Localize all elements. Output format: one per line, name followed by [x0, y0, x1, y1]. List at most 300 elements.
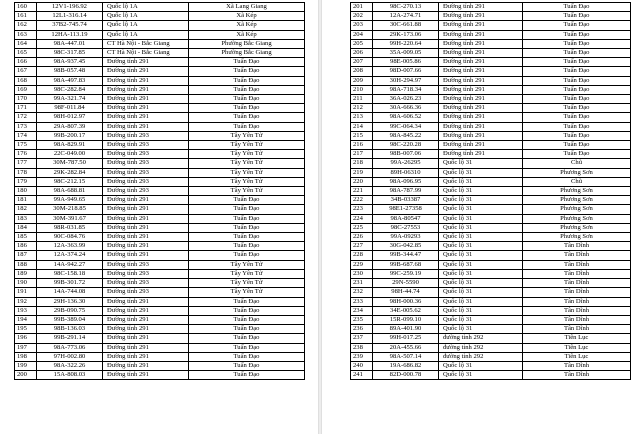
road-cell: Quốc lộ 1A: [103, 3, 189, 12]
table-row: [15, 76, 305, 85]
table-row: [351, 49, 631, 58]
row-number-cell: 189: [15, 269, 37, 278]
table-row: [15, 361, 305, 370]
row-number-cell: 188: [15, 260, 37, 269]
table-row: [351, 288, 631, 297]
table-row: [351, 306, 631, 315]
row-number-cell: 173: [15, 122, 37, 131]
row-number-cell: 234: [351, 306, 373, 315]
row-number-cell: 239: [351, 352, 373, 361]
plate-number-cell: 12L1-316.14: [37, 12, 103, 21]
road-cell: Quốc lộ 1A: [103, 12, 189, 21]
locality-cell: Tuấn Đạo: [523, 95, 631, 104]
table-row: [15, 214, 305, 223]
table-row: [15, 251, 305, 260]
road-cell: Đường tỉnh 291: [439, 85, 523, 94]
plate-number-cell: 98F-011.84: [37, 104, 103, 113]
plate-number-cell: 14A-942.27: [37, 260, 103, 269]
table-row: [15, 269, 305, 278]
plate-number-cell: 12HA-113.19: [37, 30, 103, 39]
table-row: [351, 39, 631, 48]
locality-cell: Phương Sơn: [523, 187, 631, 196]
plate-number-cell: 99B-389.04: [37, 315, 103, 324]
plate-number-cell: 99B-687.68: [373, 260, 439, 269]
row-number-cell: 172: [15, 113, 37, 122]
road-cell: Quốc lộ 1A: [103, 30, 189, 39]
road-cell: đường tỉnh 292: [439, 334, 523, 343]
table-row: [351, 260, 631, 269]
plate-number-cell: 15R-099.10: [373, 315, 439, 324]
table-row: [15, 315, 305, 324]
road-cell: Đường tỉnh 291: [103, 196, 189, 205]
locality-cell: Phương Sơn: [523, 168, 631, 177]
locality-cell: Tuấn Đạo: [523, 49, 631, 58]
locality-cell: Tiên Lục: [523, 334, 631, 343]
row-number-cell: 208: [351, 67, 373, 76]
table-row: [15, 196, 305, 205]
plate-number-cell: 30G-042.85: [373, 242, 439, 251]
row-number-cell: 166: [15, 58, 37, 67]
table-row: [15, 131, 305, 140]
locality-cell: Tây Yên Tử: [189, 150, 305, 159]
row-number-cell: 165: [15, 49, 37, 58]
road-cell: Quốc lộ 31: [439, 306, 523, 315]
road-cell: Đường tỉnh 291: [103, 352, 189, 361]
road-cell: Quốc lộ 31: [439, 315, 523, 324]
table-row: [351, 315, 631, 324]
road-cell: CT Hà Nội - Bắc Giang: [103, 49, 189, 58]
table-row: [351, 297, 631, 306]
locality-cell: Tiên Lục: [523, 352, 631, 361]
plate-number-cell: 98A-787.99: [373, 187, 439, 196]
plate-number-cell: 98A-322.26: [37, 361, 103, 370]
row-number-cell: 235: [351, 315, 373, 324]
table-row: [15, 168, 305, 177]
locality-cell: Tây Yên Tử: [189, 288, 305, 297]
table-row: [351, 85, 631, 94]
plate-number-cell: 29H-136.30: [37, 297, 103, 306]
plate-number-cell: 98A-829.91: [37, 141, 103, 150]
locality-cell: Phường Bắc Giang: [189, 49, 305, 58]
road-cell: Quốc lộ 31: [439, 269, 523, 278]
locality-cell: Tây Yên Tử: [189, 269, 305, 278]
plate-number-cell: 99H-017.25: [373, 334, 439, 343]
road-cell: Quốc lộ 31: [439, 260, 523, 269]
row-number-cell: 192: [15, 297, 37, 306]
table-row: [351, 187, 631, 196]
road-cell: Đường tỉnh 291: [439, 113, 523, 122]
right-page: [322, 0, 640, 434]
row-number-cell: 178: [15, 168, 37, 177]
table-row: [351, 242, 631, 251]
row-number-cell: 187: [15, 251, 37, 260]
locality-cell: Tân Dĩnh: [523, 297, 631, 306]
plate-number-cell: 29K-173.06: [373, 30, 439, 39]
plate-number-cell: 14A-744.08: [37, 288, 103, 297]
road-cell: Đường tỉnh 293: [103, 187, 189, 196]
row-number-cell: 168: [15, 76, 37, 85]
row-number-cell: 200: [15, 371, 37, 380]
road-cell: Đường tỉnh 291: [439, 150, 523, 159]
plate-number-cell: 36A-026.23: [373, 95, 439, 104]
table-row: [351, 233, 631, 242]
plate-number-cell: 98H-000.36: [373, 297, 439, 306]
plate-number-cell: 19A-686.82: [373, 361, 439, 370]
table-row: [15, 141, 305, 150]
road-cell: Đường tỉnh 291: [103, 58, 189, 67]
road-cell: Đường tỉnh 291: [103, 214, 189, 223]
plate-number-cell: 99A-321.74: [37, 95, 103, 104]
road-cell: Quốc lộ 31: [439, 297, 523, 306]
table-row: [351, 159, 631, 168]
road-cell: Đường tỉnh 291: [103, 297, 189, 306]
plate-number-cell: 99B-200.17: [37, 131, 103, 140]
plate-number-cell: 98H-012.97: [37, 113, 103, 122]
left-page: [0, 0, 318, 434]
table-row: [15, 3, 305, 12]
locality-cell: Tuấn Đạo: [189, 242, 305, 251]
row-number-cell: 177: [15, 159, 37, 168]
locality-cell: Tân Dĩnh: [523, 260, 631, 269]
road-cell: Quốc lộ 31: [439, 214, 523, 223]
table-row: [351, 279, 631, 288]
plate-number-cell: 22C-049.00: [37, 150, 103, 159]
locality-cell: Tân Dĩnh: [523, 279, 631, 288]
road-cell: Quốc lộ 31: [439, 233, 523, 242]
row-number-cell: 185: [15, 233, 37, 242]
locality-cell: Tân Dĩnh: [523, 251, 631, 260]
locality-cell: Tuấn Đạo: [189, 122, 305, 131]
locality-cell: Phường Bắc Giang: [189, 39, 305, 48]
row-number-cell: 176: [15, 150, 37, 159]
row-number-cell: 212: [351, 104, 373, 113]
road-cell: Đường tỉnh 291: [439, 21, 523, 30]
locality-cell: Tuấn Đạo: [523, 85, 631, 94]
row-number-cell: 223: [351, 205, 373, 214]
plate-number-cell: 98C-282.84: [37, 85, 103, 94]
row-number-cell: 160: [15, 3, 37, 12]
table-row: [15, 260, 305, 269]
road-cell: Đường tỉnh 291: [439, 76, 523, 85]
locality-cell: Tây Yên Tử: [189, 141, 305, 150]
table-row: [351, 214, 631, 223]
table-row: [15, 297, 305, 306]
row-number-cell: 240: [351, 361, 373, 370]
road-cell: Quốc lộ 1A: [103, 21, 189, 30]
plate-number-cell: 30C-661.88: [373, 21, 439, 30]
locality-cell: Phương Sơn: [523, 223, 631, 232]
table-row: [351, 205, 631, 214]
plate-number-cell: 30H-294.97: [373, 76, 439, 85]
plate-number-cell: 99C-064.34: [373, 122, 439, 131]
locality-cell: Tuấn Đạo: [189, 76, 305, 85]
row-number-cell: 225: [351, 223, 373, 232]
table-row: [15, 85, 305, 94]
plate-number-cell: 99H-220.64: [373, 39, 439, 48]
locality-cell: Tây Yên Tử: [189, 177, 305, 186]
row-number-cell: 194: [15, 315, 37, 324]
locality-cell: Tuấn Đạo: [189, 223, 305, 232]
plate-number-cell: 98B-007.06: [373, 150, 439, 159]
locality-cell: Tuấn Đạo: [189, 104, 305, 113]
road-cell: Đường tỉnh 291: [439, 39, 523, 48]
plate-number-cell: 30M-218.85: [37, 205, 103, 214]
plate-number-cell: 98A-773.06: [37, 343, 103, 352]
row-number-cell: 204: [351, 30, 373, 39]
table-row: [351, 251, 631, 260]
locality-cell: Tây Yên Tử: [189, 131, 305, 140]
row-number-cell: 202: [351, 12, 373, 21]
table-row: [15, 104, 305, 113]
road-cell: Đường tỉnh 291: [439, 131, 523, 140]
plate-number-cell: 34B-03387: [373, 196, 439, 205]
road-cell: Đường tỉnh 291: [103, 76, 189, 85]
locality-cell: Tân Dĩnh: [523, 325, 631, 334]
row-number-cell: 227: [351, 242, 373, 251]
plate-number-cell: 98A-845.22: [373, 131, 439, 140]
locality-cell: Tuấn Đạo: [189, 214, 305, 223]
row-number-cell: 230: [351, 269, 373, 278]
row-number-cell: 232: [351, 288, 373, 297]
locality-cell: Tuấn Đạo: [523, 113, 631, 122]
locality-cell: Tuấn Đạo: [189, 315, 305, 324]
locality-cell: Tân Dĩnh: [523, 361, 631, 370]
locality-cell: Tân Dĩnh: [523, 306, 631, 315]
row-number-cell: 215: [351, 131, 373, 140]
road-cell: Quốc lộ 31: [439, 223, 523, 232]
plate-number-cell: 98E1-27358: [373, 205, 439, 214]
plate-number-cell: 99A-09293: [373, 233, 439, 242]
table-row: [351, 371, 631, 380]
road-cell: Đường tỉnh 291: [103, 122, 189, 131]
road-cell: Đường tỉnh 291: [103, 315, 189, 324]
locality-cell: Xã Lang Giang: [189, 3, 305, 12]
road-cell: Quốc lộ 31: [439, 251, 523, 260]
locality-cell: Tuấn Đạo: [189, 361, 305, 370]
road-cell: Quốc lộ 31: [439, 177, 523, 186]
row-number-cell: 221: [351, 187, 373, 196]
row-number-cell: 174: [15, 131, 37, 140]
row-number-cell: 169: [15, 85, 37, 94]
table-row: [351, 67, 631, 76]
row-number-cell: 216: [351, 141, 373, 150]
row-number-cell: 171: [15, 104, 37, 113]
plate-number-cell: 90C-084.76: [37, 233, 103, 242]
plate-number-cell: 98C-158.18: [37, 269, 103, 278]
road-cell: Đường tỉnh 291: [439, 3, 523, 12]
table-row: [15, 39, 305, 48]
plate-number-cell: 89A-401.90: [373, 325, 439, 334]
table-row: [351, 58, 631, 67]
row-number-cell: 186: [15, 242, 37, 251]
row-number-cell: 228: [351, 251, 373, 260]
road-cell: Đường tỉnh 293: [103, 131, 189, 140]
table-row: [351, 95, 631, 104]
plate-number-cell: 98A-497.83: [37, 76, 103, 85]
violation-table-left: [14, 2, 305, 380]
table-row: [351, 223, 631, 232]
road-cell: Đường tỉnh 293: [103, 150, 189, 159]
row-number-cell: 198: [15, 352, 37, 361]
road-cell: Đường tỉnh 291: [439, 122, 523, 131]
road-cell: Đường tỉnh 291: [103, 251, 189, 260]
locality-cell: Tuấn Đạo: [189, 95, 305, 104]
plate-number-cell: 98H-44.74: [373, 288, 439, 297]
road-cell: Đường tỉnh 291: [103, 371, 189, 380]
row-number-cell: 207: [351, 58, 373, 67]
row-number-cell: 210: [351, 85, 373, 94]
table-row: [351, 269, 631, 278]
table-row: [351, 12, 631, 21]
row-number-cell: 214: [351, 122, 373, 131]
road-cell: đường tỉnh 292: [439, 343, 523, 352]
row-number-cell: 193: [15, 306, 37, 315]
plate-number-cell: 20A-455.66: [373, 343, 439, 352]
plate-number-cell: 29A-807.39: [37, 122, 103, 131]
road-cell: đường tỉnh 292: [439, 352, 523, 361]
plate-number-cell: 98D-007.66: [373, 67, 439, 76]
table-row: [15, 113, 305, 122]
road-cell: Quốc lộ 31: [439, 187, 523, 196]
road-cell: Đường tỉnh 291: [103, 223, 189, 232]
plate-number-cell: 99C-259.19: [373, 269, 439, 278]
plate-number-cell: 98C-212.15: [37, 177, 103, 186]
locality-cell: Tuấn Đạo: [523, 67, 631, 76]
table-row: [15, 334, 305, 343]
road-cell: Quốc lộ 31: [439, 288, 523, 297]
table-row: [15, 371, 305, 380]
table-row: [351, 76, 631, 85]
row-number-cell: 236: [351, 325, 373, 334]
road-cell: Đường tỉnh 293: [103, 279, 189, 288]
locality-cell: Tuấn Đạo: [523, 122, 631, 131]
table-row: [15, 306, 305, 315]
road-cell: Đường tỉnh 291: [103, 205, 189, 214]
plate-number-cell: 97H-002.80: [37, 352, 103, 361]
plate-number-cell: 12V1-196.92: [37, 3, 103, 12]
locality-cell: Tuấn Đạo: [189, 334, 305, 343]
plate-number-cell: 98A-606.52: [373, 113, 439, 122]
row-number-cell: 175: [15, 141, 37, 150]
locality-cell: Tuấn Đạo: [189, 205, 305, 214]
plate-number-cell: 99B-344.47: [373, 251, 439, 260]
locality-cell: Tân Dĩnh: [523, 269, 631, 278]
violation-table-right: [350, 2, 631, 380]
row-number-cell: 164: [15, 39, 37, 48]
plate-number-cell: 98A-937.45: [37, 58, 103, 67]
road-cell: Quốc lộ 31: [439, 168, 523, 177]
table-row: [15, 223, 305, 232]
plate-number-cell: 35A-009.05: [373, 49, 439, 58]
table-row: [15, 279, 305, 288]
locality-cell: Tuấn Đạo: [523, 21, 631, 30]
row-number-cell: 184: [15, 223, 37, 232]
road-cell: Đường tỉnh 291: [103, 325, 189, 334]
row-number-cell: 229: [351, 260, 373, 269]
row-number-cell: 206: [351, 49, 373, 58]
road-cell: Đường tỉnh 291: [103, 343, 189, 352]
locality-cell: Tuấn Đạo: [523, 30, 631, 39]
table-row: [351, 150, 631, 159]
road-cell: Quốc lộ 31: [439, 361, 523, 370]
row-number-cell: 170: [15, 95, 37, 104]
road-cell: Đường tỉnh 291: [439, 95, 523, 104]
road-cell: CT Hà Nội - Bắc Giang: [103, 39, 189, 48]
locality-cell: Tuấn Đạo: [189, 251, 305, 260]
locality-cell: Tuấn Đạo: [189, 325, 305, 334]
row-number-cell: 205: [351, 39, 373, 48]
plate-number-cell: 12A-274.71: [373, 12, 439, 21]
table-row: [351, 122, 631, 131]
plate-number-cell: 30M-787.50: [37, 159, 103, 168]
plate-number-cell: 98C-27553: [373, 223, 439, 232]
table-row: [351, 113, 631, 122]
table-row: [15, 150, 305, 159]
row-number-cell: 161: [15, 12, 37, 21]
locality-cell: Tuấn Đạo: [189, 67, 305, 76]
locality-cell: Phương Sơn: [523, 196, 631, 205]
road-cell: Đường tỉnh 291: [103, 113, 189, 122]
road-cell: Đường tỉnh 291: [439, 49, 523, 58]
row-number-cell: 218: [351, 159, 373, 168]
plate-number-cell: 98A-718.34: [373, 85, 439, 94]
table-row: [15, 187, 305, 196]
road-cell: Đường tỉnh 293: [103, 288, 189, 297]
table-row: [351, 361, 631, 370]
locality-cell: Tuấn Đạo: [523, 76, 631, 85]
table-row: [351, 131, 631, 140]
locality-cell: Tuấn Đạo: [523, 12, 631, 21]
plate-number-cell: 34E-005.62: [373, 306, 439, 315]
plate-number-cell: 98C-220.28: [373, 141, 439, 150]
road-cell: Đường tỉnh 291: [439, 30, 523, 39]
row-number-cell: 197: [15, 343, 37, 352]
locality-cell: Tuấn Đạo: [523, 58, 631, 67]
road-cell: Đường tỉnh 293: [103, 168, 189, 177]
locality-cell: Tuấn Đạo: [523, 39, 631, 48]
plate-number-cell: 12A-363.99: [37, 242, 103, 251]
road-cell: Đường tỉnh 291: [103, 67, 189, 76]
plate-number-cell: 98A-447.01: [37, 39, 103, 48]
locality-cell: Tuấn Đạo: [523, 104, 631, 113]
table-row: [351, 104, 631, 113]
plate-number-cell: 29K-282.84: [37, 168, 103, 177]
locality-cell: Tây Yên Tử: [189, 279, 305, 288]
plate-number-cell: 29B-090.75: [37, 306, 103, 315]
row-number-cell: 182: [15, 205, 37, 214]
table-row: [15, 30, 305, 39]
plate-number-cell: 99B-301.72: [37, 279, 103, 288]
road-cell: Đường tỉnh 293: [103, 260, 189, 269]
plate-number-cell: 30A-666.36: [373, 104, 439, 113]
table-row: [15, 205, 305, 214]
table-row: [351, 343, 631, 352]
table-row: [15, 21, 305, 30]
locality-cell: Tuấn Đạo: [523, 3, 631, 12]
road-cell: Đường tỉnh 291: [103, 85, 189, 94]
road-cell: Đường tỉnh 291: [439, 141, 523, 150]
row-number-cell: 233: [351, 297, 373, 306]
row-number-cell: 183: [15, 214, 37, 223]
locality-cell: Tuấn Đạo: [523, 150, 631, 159]
plate-number-cell: 98C-317.85: [37, 49, 103, 58]
road-cell: Đường tỉnh 291: [103, 104, 189, 113]
locality-cell: Tuấn Đạo: [189, 58, 305, 67]
table-row: [15, 233, 305, 242]
road-cell: Quốc lộ 31: [439, 159, 523, 168]
plate-number-cell: 98A-688.81: [37, 187, 103, 196]
locality-cell: Tuấn Đạo: [189, 306, 305, 315]
